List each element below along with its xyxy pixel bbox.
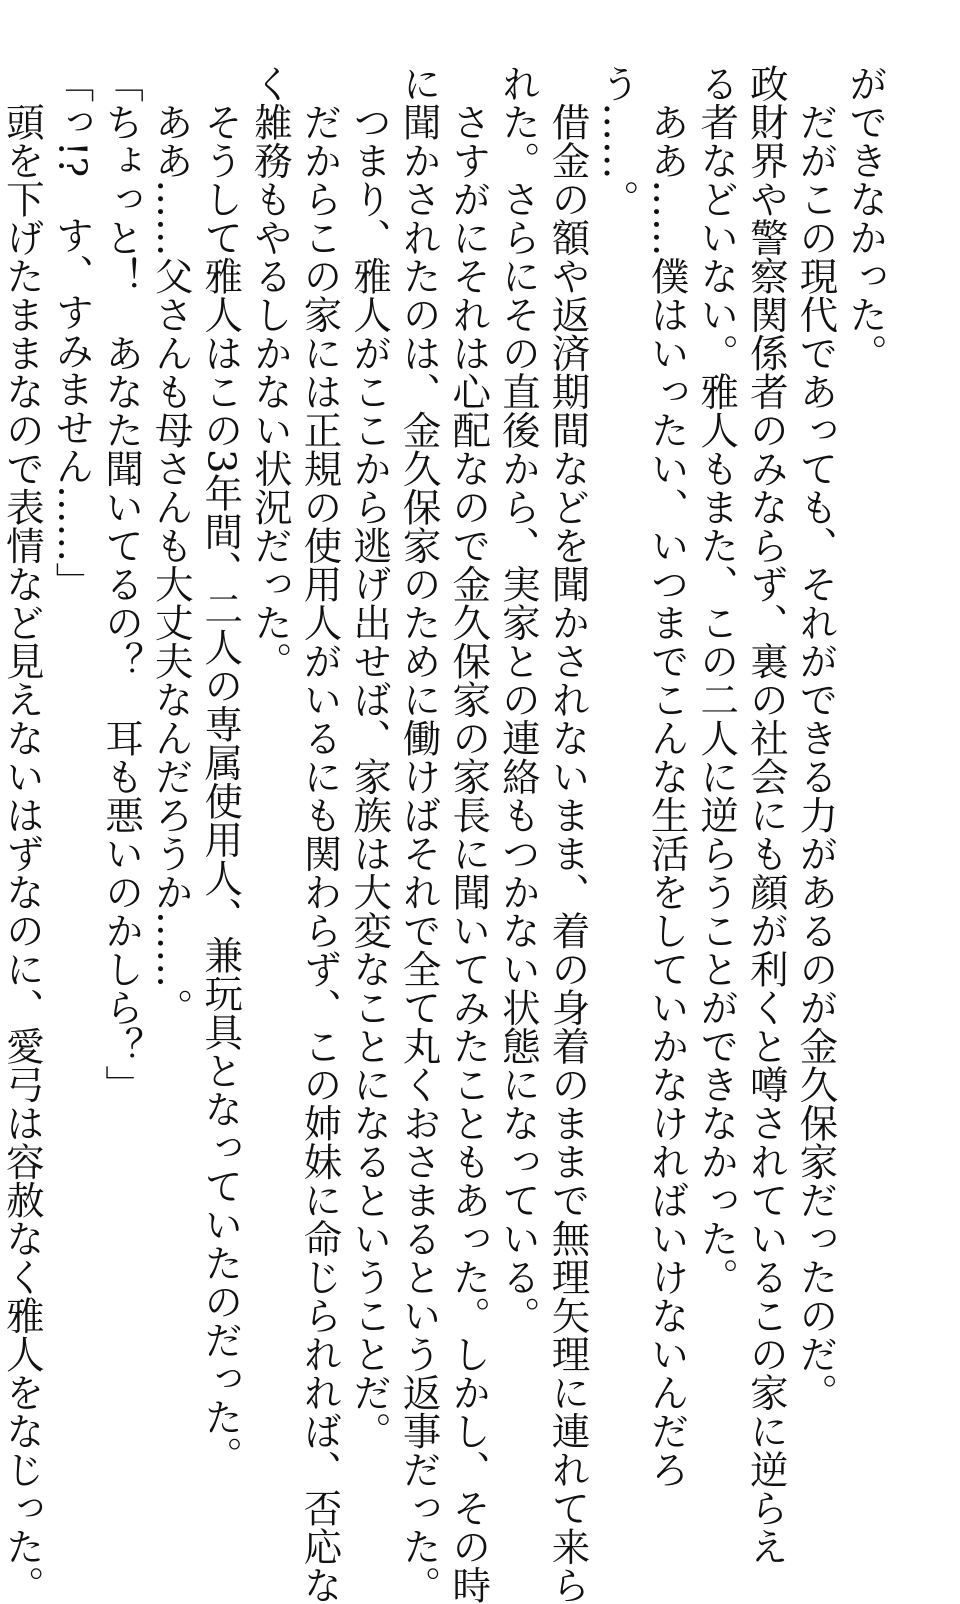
text-line-2: だがこの現代であっても、それができる力があるのが金久保家だったのだ。 <box>793 64 839 1412</box>
text-line-16: 「ちょっと！ あなた聞いてるの？ 耳も悪いのかしら？」 <box>99 64 145 1104</box>
text-line-18: 頭を下げたままなので表情など見えないはずなのに、愛弓は容赦なく雅人をなじった。 <box>0 64 45 1604</box>
text-line-4: る者などいない。雅人もまた、この二人に逆らうことができなかった。 <box>694 64 740 1296</box>
text-line-5: ああ……僕はいったい、いつまでこんな生活をしていかなければいけないんだろ <box>644 64 690 1489</box>
text-line-6: う……。 <box>595 64 641 218</box>
vertical-text-body <box>0 64 890 1604</box>
text-line-7: 借金の額や返済期間などを聞かされないまま、着の身着のままで無理矢理に連れて来ら <box>545 64 591 1604</box>
text-line-9: さすがにそれは心配なので金久保家の家長に聞いてみたこともあった。しかし、その時 <box>446 64 492 1604</box>
text-line-11: つまり、雅人がここから逃げ出せば、家族は大変なことになるということだ。 <box>347 64 393 1450</box>
text-line-8: れた。さらにその直後から、実家との連絡もつかない状態になっている。 <box>495 64 541 1335</box>
text-line-13: く雑務もやるしかない状況だった。 <box>247 64 293 680</box>
text-line-14: そうして雅人はこの3年間、二人の専属使用人、兼玩具となっていたのだった。 <box>198 64 244 1475</box>
text-line-10: に聞かされたのは、金久保家のために働けばそれで全て丸くおさまるという返事だった。 <box>396 64 442 1604</box>
text-line-3: 政財界や警察関係者のみならず、裏の社会にも顔が利くと噂されているこの家に逆らえ <box>743 64 789 1566</box>
text-line-15: ああ……父さんも母さんも大丈夫なんだろうか……。 <box>148 64 194 1027</box>
text-line-12: だからこの家には正規の使用人がいるにも関わらず、この姉妹に命じられれば、否応な <box>297 64 343 1604</box>
text-line-1: ができなかった。 <box>843 64 888 372</box>
text-line-17: 「っ!? す、すみません……」 <box>49 64 95 601</box>
